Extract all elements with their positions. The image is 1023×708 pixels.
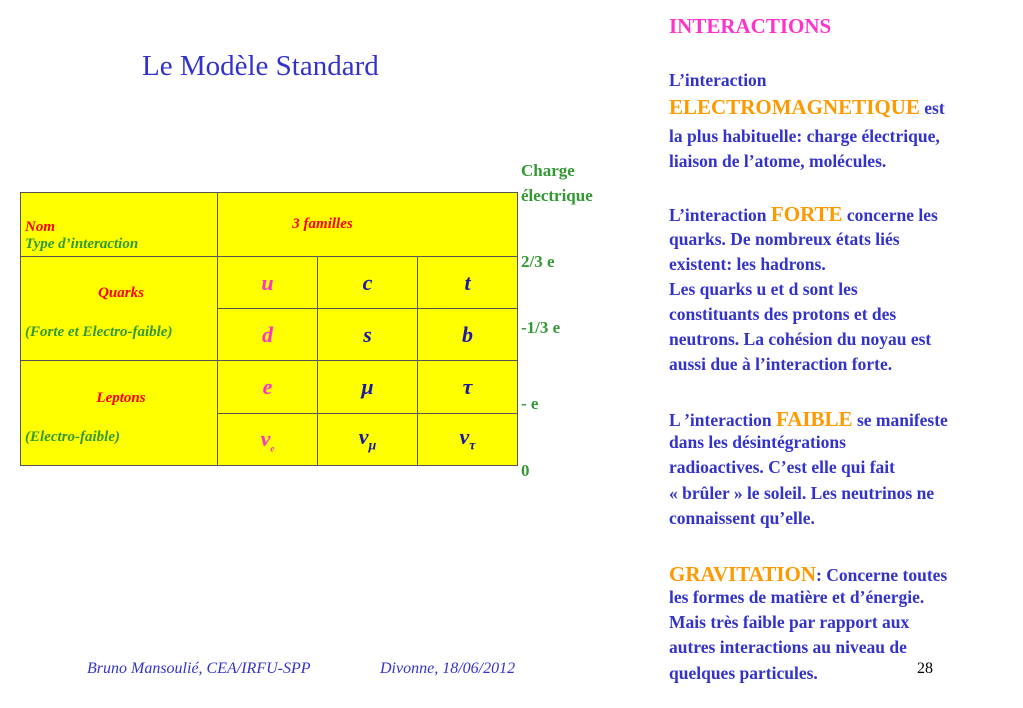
quarks-interaction: (Forte et Electro-faible) — [25, 323, 173, 340]
text-segment: L’interaction — [669, 70, 767, 90]
interaction-text-line — [669, 354, 892, 375]
interaction-text-line — [669, 508, 815, 529]
charge-header-1: Charge — [521, 161, 575, 180]
text-segment: radioactives. C’est elle qui fait — [669, 457, 895, 477]
page-number: 28 — [917, 660, 933, 677]
text-segment: quelques particules. — [669, 663, 818, 683]
interaction-name: GRAVITATION — [669, 562, 817, 586]
interaction-text-line — [669, 254, 826, 275]
footer-author: Bruno Mansoulié, CEA/IRFU-SPP — [87, 660, 311, 677]
charge-header-2: électrique — [521, 186, 593, 205]
particle-u: u — [218, 257, 318, 309]
text-segment: dans les désintégrations — [669, 432, 846, 452]
text-segment: : Concerne toutes — [816, 565, 948, 585]
interactions-title: INTERACTIONS — [669, 14, 832, 38]
particle-b: b — [418, 309, 518, 361]
interaction-text-line — [669, 612, 909, 633]
quarks-cell — [21, 257, 218, 361]
nu-symbol: ν — [459, 424, 470, 450]
slide-title: Le Modèle Standard — [142, 50, 379, 82]
interaction-text-line — [669, 663, 818, 684]
header-type: Type d’interaction — [25, 236, 139, 252]
interaction-text-line — [669, 562, 947, 587]
interaction-text-line — [669, 457, 895, 478]
text-segment: aussi due à l’interaction forte. — [669, 354, 893, 374]
interaction-text-line — [669, 407, 948, 432]
charge-value: 2/3 e — [521, 252, 555, 271]
particle-muon: μ — [318, 361, 418, 414]
text-segment: liaison de l’atome, molécules. — [669, 151, 887, 171]
interaction-name: ELECTROMAGNETIQUE — [669, 95, 920, 119]
text-segment: la plus habituelle: charge électrique, — [669, 126, 940, 146]
particle-t: t — [418, 257, 518, 309]
text-segment: concerne les — [842, 205, 938, 225]
nu-symbol: ν — [358, 424, 369, 450]
interaction-name: FAIBLE — [775, 407, 853, 431]
text-segment: L’interaction — [669, 205, 771, 225]
nu-subscript: e — [270, 443, 275, 454]
standard-model-table — [20, 192, 518, 466]
header-cell — [21, 193, 218, 257]
particle-nu-mu — [318, 414, 418, 466]
charge-value: - e — [521, 394, 539, 413]
interaction-name: FORTE — [770, 202, 843, 226]
particle-d: d — [218, 309, 318, 361]
text-segment: autres interactions au niveau de — [669, 637, 907, 657]
text-segment: les formes de matière et d’énergie. — [669, 587, 925, 607]
interaction-text-line — [669, 637, 907, 658]
leptons-interaction: (Electro-faible) — [25, 429, 120, 445]
header-nom: Nom — [25, 219, 55, 235]
particle-s: s — [318, 309, 418, 361]
interaction-text-line — [669, 432, 846, 453]
interaction-text-line — [669, 587, 924, 608]
interaction-text-line — [669, 70, 767, 91]
text-segment: se manifeste — [852, 410, 948, 430]
charge-value: -1/3 e — [521, 318, 561, 337]
quarks-label: Quarks — [98, 284, 144, 301]
particle-nu-e — [218, 414, 318, 466]
interaction-text-line — [669, 126, 940, 147]
text-segment: quarks. De nombreux états liés — [669, 229, 900, 249]
leptons-label: Leptons — [96, 390, 146, 406]
header-families: 3 familles — [218, 193, 518, 257]
text-segment: existent: les hadrons. — [669, 254, 826, 274]
particle-c: c — [318, 257, 418, 309]
interaction-text-line — [669, 95, 945, 120]
interaction-text-line — [669, 304, 896, 325]
nu-subscript: μ — [368, 438, 377, 454]
nu-subscript: τ — [469, 438, 476, 454]
interaction-text-line — [669, 483, 934, 504]
text-segment: L ’interaction — [669, 410, 776, 430]
text-segment: Les quarks u et d sont les — [669, 279, 858, 299]
interaction-text-line — [669, 279, 858, 300]
text-segment: « brûler » le soleil. Les neutrinos ne — [669, 483, 935, 503]
text-segment: constituants des protons et des — [669, 304, 897, 324]
interaction-text-line — [669, 329, 931, 350]
interaction-text-line — [669, 151, 886, 172]
interaction-text-line — [669, 202, 938, 227]
text-segment: connaissent qu’elle. — [669, 508, 815, 528]
leptons-cell — [21, 361, 218, 466]
footer-place-date: Divonne, 18/06/2012 — [380, 660, 516, 677]
particle-nu-tau — [418, 414, 518, 466]
interaction-text-line — [669, 229, 900, 250]
particle-tau: τ — [418, 361, 518, 414]
text-segment: Mais très faible par rapport aux — [669, 612, 910, 632]
particle-electron: e — [218, 361, 318, 414]
charge-value: 0 — [521, 461, 530, 480]
text-segment: est — [919, 98, 945, 118]
text-segment: neutrons. La cohésion du noyau est — [669, 329, 932, 349]
nu-symbol: ν — [260, 425, 271, 451]
